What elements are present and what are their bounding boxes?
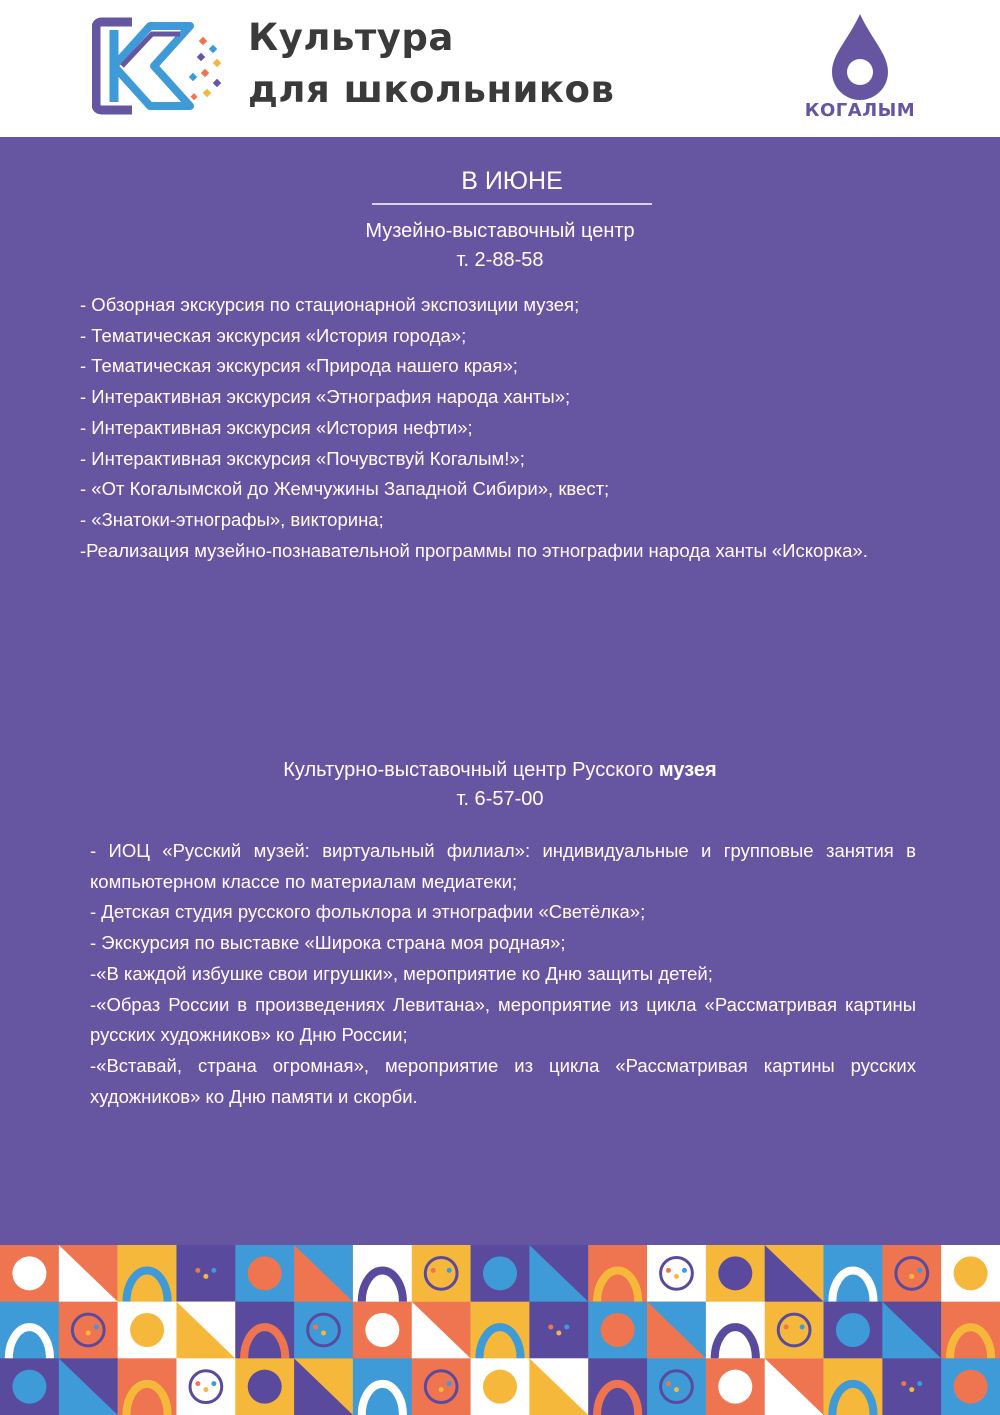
project-title — [248, 12, 614, 116]
section2-phone: т. 6-57-00 — [456, 788, 544, 810]
section1-org-name: Музейно-выставочный центр — [365, 220, 635, 242]
rainbow-icon — [118, 1358, 177, 1415]
triangle-tile — [882, 1302, 941, 1359]
rainbow-icon — [824, 1358, 883, 1415]
section1-phone: т. 2-88-58 — [456, 249, 544, 271]
list-item: - Интерактивная экскурсия «Этнография народа ханты»; — [80, 386, 571, 408]
book-icon — [882, 1358, 941, 1415]
month-heading: В ИЮНЕ — [461, 167, 563, 195]
sun-icon — [118, 1302, 177, 1359]
book-icon — [529, 1302, 588, 1359]
rainbow-icon — [353, 1245, 412, 1302]
triangle-tile — [294, 1245, 353, 1302]
sun-icon — [824, 1302, 883, 1359]
city-name: КОГАЛЫМ — [804, 100, 916, 121]
project-title-line2: для школьников — [248, 68, 615, 111]
column-icon — [647, 1245, 706, 1302]
triangle-tile — [176, 1302, 235, 1359]
lyre-icon — [882, 1245, 941, 1302]
list-item: -«Вставай, страна огромная», мероприятие из цикла «Рассматривая картины русских художников» ко Дню памяти и скорби. — [90, 1054, 916, 1107]
sun-icon — [706, 1358, 765, 1415]
list-item: -«Образ России в произведениях Левитана», мероприятие из цикла «Рассматривая картины русских художников» ко Дню России; — [90, 993, 916, 1046]
section2-org-name-bold: музея — [658, 759, 717, 781]
triangle-tile — [412, 1302, 471, 1359]
triangle-tile — [765, 1358, 824, 1415]
rainbow-icon — [235, 1302, 294, 1359]
palette-icon — [176, 1245, 235, 1302]
sun-icon — [471, 1358, 530, 1415]
decorative-pattern — [0, 1245, 1000, 1415]
heading-divider — [372, 203, 652, 205]
rainbow-icon — [824, 1245, 883, 1302]
section2-org-name — [0, 756, 1000, 785]
list-item: - Интерактивная экскурсия «Почувствуй Когалым!»; — [80, 447, 525, 469]
sun-icon — [0, 1358, 59, 1415]
matryoshka-icon — [59, 1302, 118, 1359]
header — [0, 0, 1000, 137]
rainbow-icon — [941, 1302, 1000, 1359]
list-item: - Тематическая экскурсия «Природа нашего края»; — [80, 355, 518, 377]
list-item: - Детская студия русского фольклора и этнографии «Светёлка»; — [90, 901, 646, 923]
sun-icon — [353, 1302, 412, 1359]
rainbow-icon — [588, 1358, 647, 1415]
section1-list — [80, 290, 916, 566]
palette-icon — [647, 1358, 706, 1415]
triangle-tile — [529, 1245, 588, 1302]
rainbow-icon — [353, 1358, 412, 1415]
list-item: - «От Когалымской до Жемчужины Западной Сибири», квест; — [80, 478, 610, 500]
rainbow-icon — [588, 1245, 647, 1302]
sun-icon — [471, 1245, 530, 1302]
list-item: - Интерактивная экскурсия «История нефти»; — [80, 416, 473, 438]
list-item: - «Знатоки-этнографы», викторина; — [80, 508, 384, 530]
main-content — [0, 137, 1000, 1245]
rainbow-icon — [118, 1245, 177, 1302]
triangle-tile — [529, 1358, 588, 1415]
section2-org-name-regular: Культурно-выставочный центр Русского — [283, 759, 659, 781]
sun-icon — [706, 1245, 765, 1302]
sun-icon — [588, 1302, 647, 1359]
list-item: - Тематическая экскурсия «История города»; — [80, 324, 467, 346]
rainbow-icon — [0, 1302, 59, 1359]
rainbow-icon — [706, 1302, 765, 1359]
sun-icon — [0, 1245, 59, 1302]
triangle-tile — [294, 1358, 353, 1415]
section1-header — [0, 217, 1000, 275]
triangle-tile — [59, 1245, 118, 1302]
section2-header — [0, 756, 1000, 814]
matryoshka-icon — [412, 1358, 471, 1415]
list-item: -«В каждой избушке свои игрушки», мероприятие ко Дню защиты детей; — [90, 962, 713, 984]
triangle-tile — [59, 1358, 118, 1415]
list-item: - Экскурсия по выставке «Широка страна моя родная»; — [90, 932, 566, 954]
sun-icon — [941, 1358, 1000, 1415]
book-k-logo-icon — [92, 14, 226, 118]
column-icon — [765, 1302, 824, 1359]
list-item: -Реализация музейно-познавательной программы по этнографии народа ханты «Искорка». — [80, 539, 868, 561]
rainbow-icon — [471, 1302, 530, 1359]
section2-list — [90, 836, 916, 1112]
project-title-line1: Культура — [248, 16, 454, 59]
triangle-tile — [647, 1302, 706, 1359]
lyre-icon — [176, 1358, 235, 1415]
sun-icon — [235, 1245, 294, 1302]
list-item: - ИОЦ «Русский музей: виртуальный филиал»: индивидуальные и групповые занятия в компьютерном классе по материалам медиатеки; — [90, 840, 916, 892]
palette-icon — [294, 1302, 353, 1359]
book-icon — [412, 1245, 471, 1302]
sun-icon — [941, 1245, 1000, 1302]
triangle-tile — [765, 1245, 824, 1302]
list-item: - Обзорная экскурсия по стационарной экспозиции музея; — [80, 294, 580, 315]
sun-icon — [235, 1358, 294, 1415]
